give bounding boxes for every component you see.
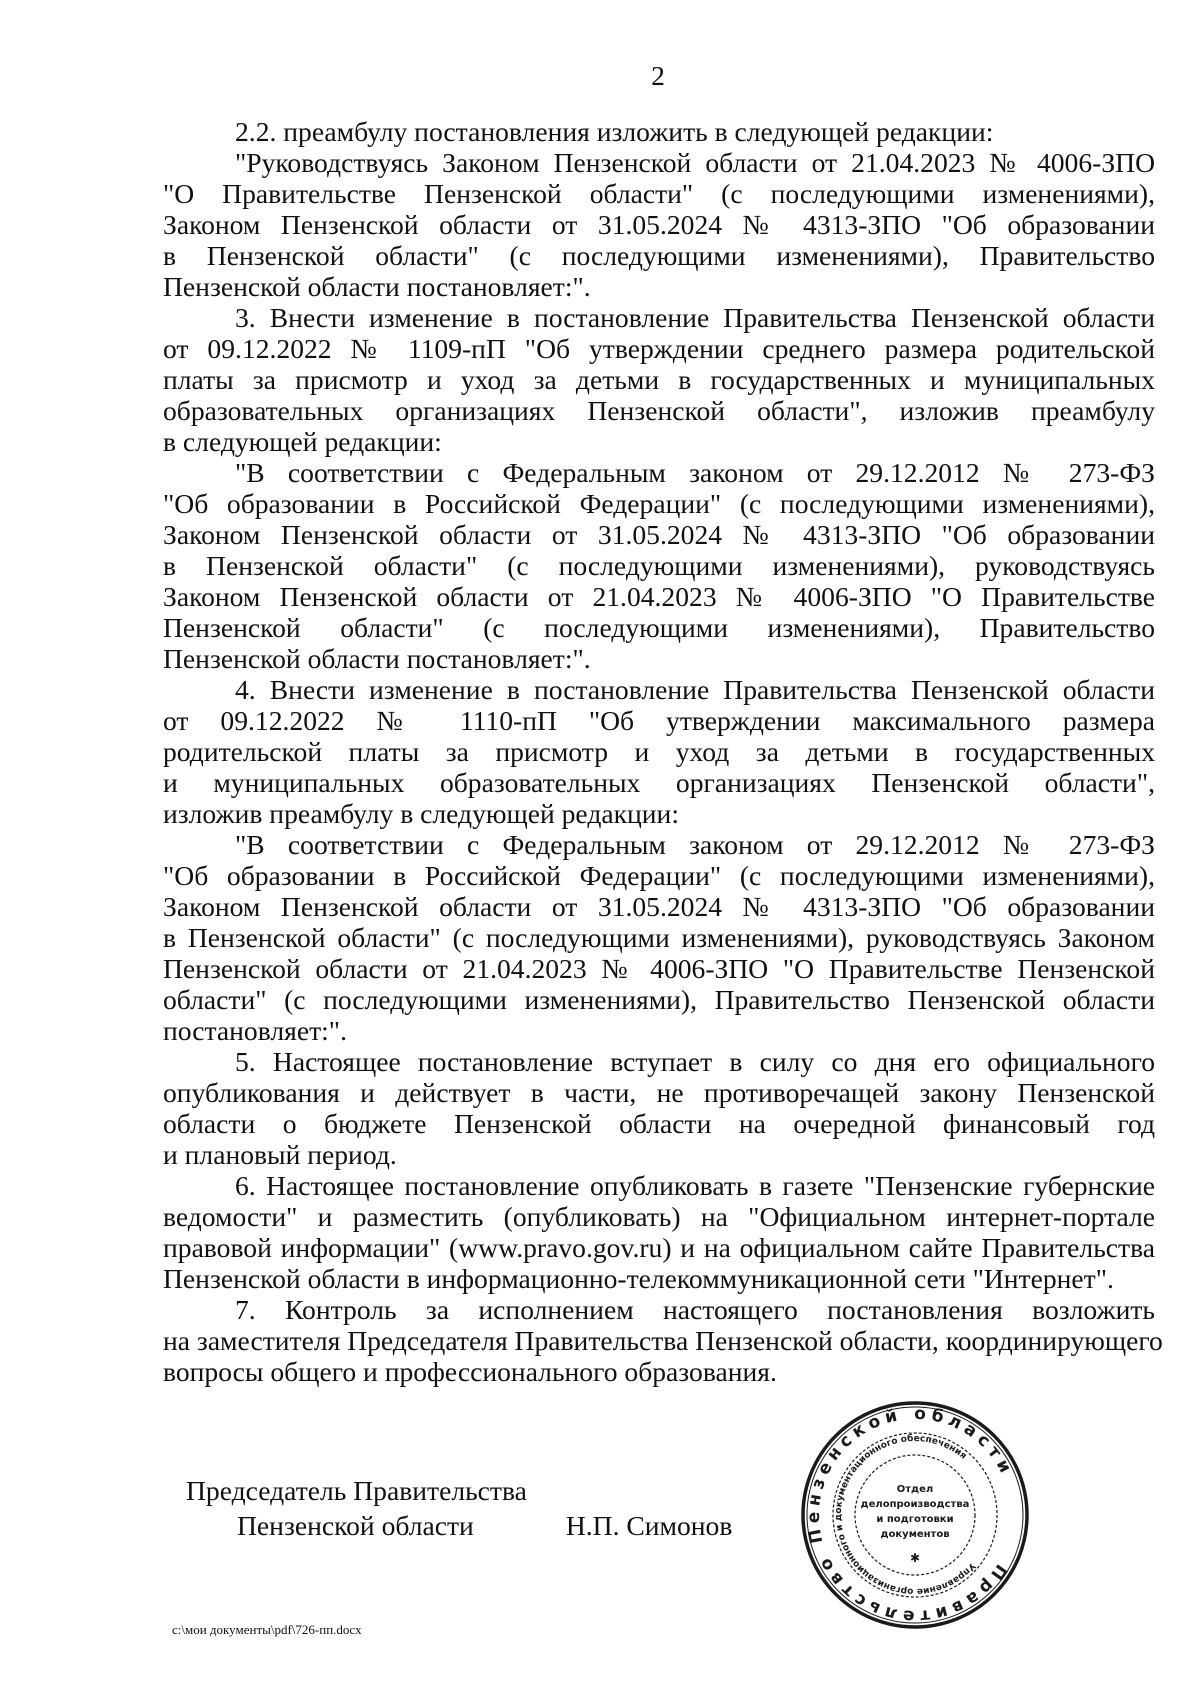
paragraph-9-line: вопросы общего и профессионального образования. [163,1356,777,1387]
paragraph-6-line: в Пензенской области" (с последующими изменениями), руководствуясь Законом [163,922,1155,953]
stamp-inner-text: Управление организационного и документационного обеспечения [833,1433,977,1597]
paragraph-7-line: и плановый период. [163,1139,397,1170]
stamp-center-line: делопроизводства [860,1499,970,1510]
paragraph-5-line: и муниципальных образовательных организациях Пензенской области", [163,767,1155,798]
paragraph-5-line: от 09.12.2022 № 1110-пП "Об утверждении максимального размера [163,705,1155,736]
paragraph-9-line: 7. Контроль за исполнением настоящего постановления возложить [235,1294,1155,1325]
paragraph-4-line: в Пензенской области" (с последующими изменениями), руководствуясь [163,550,1155,581]
document-body [163,116,1163,1387]
paragraph-3-line: образовательных организациях Пензенской области", изложив преамбулу [163,395,1155,426]
paragraph-8-line: правовой информации" (www.pravo.gov.ru) и на официальном сайте Правительства [163,1232,1155,1263]
paragraph-9-line: на заместителя Председателя Правительства Пензенской области, координирующего [163,1325,1163,1356]
paragraph-8-line: 6. Настоящее постановление опубликовать в газете "Пензенские губернские [235,1170,1155,1201]
paragraph-3-line: в следующей редакции: [163,426,442,457]
paragraph-4-line: "В соответствии с Федеральным законом от 29.12.2012 № 273-ФЗ [235,457,1155,488]
page-number: 2 [651,60,665,91]
paragraph-2-line: "О Правительстве Пензенской области" (с последующими изменениями), [163,178,1155,209]
paragraph-7-line: области о бюджете Пензенской области на очередной финансовый год [163,1108,1155,1139]
paragraph-7-line: 5. Настоящее постановление вступает в силу со дня его официального [235,1046,1155,1077]
paragraph-8-line: Пензенской области в информационно-телекоммуникационной сети "Интернет". [163,1263,1114,1294]
paragraph-5-line: 4. Внести изменение в постановление Правительства Пензенской области [235,674,1155,705]
paragraph-7-line: опубликования и действует в части, не противоречащей закону Пензенской [163,1077,1155,1108]
paragraph-6-line: Пензенской области от 21.04.2023 № 4006-ЗПО "О Правительстве Пензенской [163,953,1155,984]
paragraph-4-line: Пензенской области" (с последующими изменениями), Правительство [163,612,1155,643]
paragraph-2-line: Пензенской области постановляет:". [163,271,591,302]
signature-title-line1: Председатель Правительства [186,1475,527,1506]
stamp-star-icon: ✱ [909,1551,921,1565]
paragraph-1-line: 2.2. преамбулу постановления изложить в следующей редакции: [235,116,994,147]
paragraph-5-line: родительской платы за присмотр и уход за детьми в государственных [163,736,1155,767]
paragraph-6-line: Законом Пензенской области от 31.05.2024 № 4313-ЗПО "Об образовании [163,891,1155,922]
stamp-center-line: Отдел [896,1484,934,1495]
official-seal-stamp [800,1400,1030,1630]
signature-title-line2 [237,1510,732,1541]
paragraph-4-line: Пензенской области постановляет:". [163,643,591,674]
paragraph-5-line: изложив преамбулу в следующей редакции: [163,798,679,829]
paragraph-3-line: 3. Внести изменение в постановление Правительства Пензенской области [235,302,1155,333]
paragraph-2-line: "Руководствуясь Законом Пензенской области от 21.04.2023 № 4006-ЗПО [235,147,1155,178]
paragraph-6-line: "Об образовании в Российской Федерации" (с последующими изменениями), [163,860,1155,891]
stamp-outer-text: Правительство Пензенской области [803,1403,1018,1627]
paragraph-4-line: "Об образовании в Российской Федерации" (с последующими изменениями), [163,488,1155,519]
paragraph-6-line: "В соответствии с Федеральным законом от 29.12.2012 № 273-ФЗ [235,829,1155,860]
paragraph-2-line: Законом Пензенской области от 31.05.2024 № 4313-ЗПО "Об образовании [163,209,1155,240]
signatory-name: Н.П. Симонов [565,1510,733,1541]
paragraph-6-line: области" (с последующими изменениями), Правительство Пензенской области [163,984,1155,1015]
paragraph-4-line: Законом Пензенской области от 31.05.2024 № 4313-ЗПО "Об образовании [163,519,1155,550]
paragraph-2-line: в Пензенской области" (с последующими изменениями), Правительство [163,240,1155,271]
paragraph-3-line: платы за присмотр и уход за детьми в государственных и муниципальных [163,364,1155,395]
stamp-center-line: и подготовки [876,1514,954,1525]
stamp-center-line: документов [880,1529,950,1540]
signature-org: Пензенской области [237,1510,474,1541]
paragraph-3-line: от 09.12.2022 № 1109-пП "Об утверждении среднего размера родительской [163,333,1155,364]
paragraph-8-line: ведомости" и разместить (опубликовать) на "Официальном интернет-портале [163,1201,1155,1232]
paragraph-6-line: постановляет:". [163,1015,347,1046]
paragraph-4-line: Законом Пензенской области от 21.04.2023 № 4006-ЗПО "О Правительстве [163,581,1155,612]
file-path-footer: c:\мои документы\pdf\726-пп.docx [172,1622,362,1637]
